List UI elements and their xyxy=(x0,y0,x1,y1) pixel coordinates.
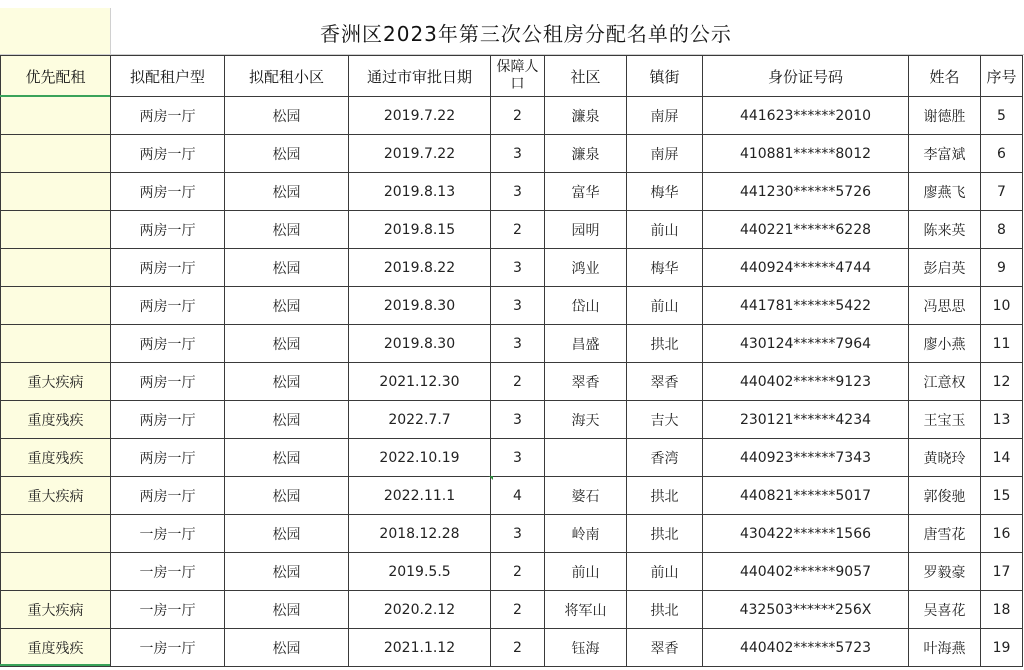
header-street[interactable]: 镇街 xyxy=(627,56,703,97)
cell-street[interactable]: 梅华 xyxy=(627,249,703,287)
cell-name[interactable]: 吴喜花 xyxy=(909,591,981,629)
cell-community[interactable]: 钰海 xyxy=(545,629,627,667)
cell-priority[interactable] xyxy=(1,211,111,249)
cell-id-number[interactable]: 440402******9057 xyxy=(703,553,909,591)
error-indicator-icon xyxy=(489,476,493,480)
table-row xyxy=(1,325,1023,363)
cell-approval-date[interactable]: 2019.8.22 xyxy=(349,249,491,287)
cell-priority[interactable]: 重大疾病 xyxy=(1,363,111,401)
cell-community[interactable] xyxy=(545,439,627,477)
cell-unit-type[interactable]: 两房一厅 xyxy=(111,401,225,439)
header-index[interactable]: 序号 xyxy=(981,56,1023,97)
header-unit-type[interactable]: 拟配租户型 xyxy=(111,56,225,97)
cell-name[interactable]: 罗毅豪 xyxy=(909,553,981,591)
cell-estate[interactable]: 松园 xyxy=(225,97,349,135)
cell-unit-type[interactable]: 两房一厅 xyxy=(111,135,225,173)
cell-approval-date[interactable]: 2019.5.5 xyxy=(349,553,491,591)
cell-index[interactable]: 14 xyxy=(981,439,1023,477)
cell-id-number[interactable]: 440923******7343 xyxy=(703,439,909,477)
cell-priority[interactable]: 重大疾病 xyxy=(1,477,111,515)
cell-approval-date[interactable]: 2021.12.30 xyxy=(349,363,491,401)
cell-community[interactable]: 富华 xyxy=(545,173,627,211)
table-body xyxy=(1,97,1023,667)
cell-id-number[interactable]: 410881******8012 xyxy=(703,135,909,173)
cell-id-number[interactable]: 430422******1566 xyxy=(703,515,909,553)
cell-priority[interactable] xyxy=(1,135,111,173)
cell-estate[interactable]: 松园 xyxy=(225,287,349,325)
cell-street[interactable]: 翠香 xyxy=(627,363,703,401)
table-row xyxy=(1,211,1023,249)
table-row xyxy=(1,173,1023,211)
cell-community[interactable]: 翠香 xyxy=(545,363,627,401)
cell-unit-type[interactable]: 两房一厅 xyxy=(111,477,225,515)
table-row xyxy=(1,287,1023,325)
cell-unit-type[interactable]: 两房一厅 xyxy=(111,97,225,135)
cell-priority[interactable] xyxy=(1,97,111,135)
cell-index[interactable]: 13 xyxy=(981,401,1023,439)
table-row xyxy=(1,249,1023,287)
cell-estate[interactable]: 松园 xyxy=(225,629,349,667)
cell-id-number[interactable]: 441781******5422 xyxy=(703,287,909,325)
cell-unit-type[interactable]: 两房一厅 xyxy=(111,173,225,211)
cell-approval-date[interactable]: 2022.10.19 xyxy=(349,439,491,477)
cell-household[interactable]: 2 xyxy=(491,363,545,401)
cell-priority[interactable] xyxy=(1,249,111,287)
cell-approval-date[interactable]: 2019.8.30 xyxy=(349,287,491,325)
cell-street[interactable]: 前山 xyxy=(627,287,703,325)
cell-community[interactable]: 婆石 xyxy=(545,477,627,515)
table-row xyxy=(1,401,1023,439)
cell-household[interactable]: 3 xyxy=(491,135,545,173)
cell-approval-date[interactable]: 2021.1.12 xyxy=(349,629,491,667)
cell-id-number[interactable]: 430124******7964 xyxy=(703,325,909,363)
cell-estate[interactable]: 松园 xyxy=(225,515,349,553)
cell-index[interactable]: 11 xyxy=(981,325,1023,363)
title-row[interactable] xyxy=(0,8,1024,55)
table-row xyxy=(1,553,1023,591)
cell-id-number[interactable]: 440402******5723 xyxy=(703,629,909,667)
cell-approval-date[interactable]: 2019.8.30 xyxy=(349,325,491,363)
header-estate[interactable]: 拟配租小区 xyxy=(225,56,349,97)
cell-index[interactable]: 5 xyxy=(981,97,1023,135)
cell-priority[interactable] xyxy=(1,287,111,325)
cell-street[interactable]: 南屏 xyxy=(627,97,703,135)
title-priority-cell[interactable] xyxy=(0,8,111,54)
cell-community[interactable]: 园明 xyxy=(545,211,627,249)
cell-id-number[interactable]: 440924******4744 xyxy=(703,249,909,287)
cell-street[interactable]: 前山 xyxy=(627,211,703,249)
cell-index[interactable]: 16 xyxy=(981,515,1023,553)
table-row xyxy=(1,363,1023,401)
header-id-number[interactable]: 身份证号码 xyxy=(703,56,909,97)
cell-community[interactable]: 昌盛 xyxy=(545,325,627,363)
cell-household[interactable]: 3 xyxy=(491,173,545,211)
cell-estate[interactable]: 松园 xyxy=(225,553,349,591)
cell-name[interactable]: 王宝玉 xyxy=(909,401,981,439)
cell-unit-type[interactable]: 一房一厅 xyxy=(111,629,225,667)
cell-name[interactable]: 彭启英 xyxy=(909,249,981,287)
cell-index[interactable]: 9 xyxy=(981,249,1023,287)
cell-index[interactable]: 19 xyxy=(981,629,1023,667)
header-community[interactable]: 社区 xyxy=(545,56,627,97)
cell-name[interactable]: 李富斌 xyxy=(909,135,981,173)
cell-community[interactable]: 海天 xyxy=(545,401,627,439)
cell-estate[interactable]: 松园 xyxy=(225,325,349,363)
cell-priority[interactable]: 重度残疾 xyxy=(1,629,111,667)
cell-community[interactable]: 岱山 xyxy=(545,287,627,325)
cell-household[interactable]: 3 xyxy=(491,249,545,287)
cell-name[interactable]: 谢德胜 xyxy=(909,97,981,135)
cell-household[interactable]: 4 xyxy=(491,477,545,515)
cell-street[interactable]: 拱北 xyxy=(627,477,703,515)
table-row xyxy=(1,97,1023,135)
cell-street[interactable]: 拱北 xyxy=(627,515,703,553)
cell-household[interactable]: 2 xyxy=(491,211,545,249)
cell-household[interactable]: 3 xyxy=(491,439,545,477)
cell-estate[interactable]: 松园 xyxy=(225,401,349,439)
cell-street[interactable]: 吉大 xyxy=(627,401,703,439)
cell-id-number[interactable]: 440221******6228 xyxy=(703,211,909,249)
cell-street[interactable]: 前山 xyxy=(627,553,703,591)
cell-street[interactable]: 梅华 xyxy=(627,173,703,211)
cell-household[interactable]: 2 xyxy=(491,629,545,667)
cell-household[interactable]: 3 xyxy=(491,515,545,553)
cell-unit-type[interactable]: 两房一厅 xyxy=(111,363,225,401)
cell-approval-date[interactable]: 2020.2.12 xyxy=(349,591,491,629)
table-row xyxy=(1,591,1023,629)
cell-estate[interactable]: 松园 xyxy=(225,135,349,173)
cell-name[interactable]: 黄晓玲 xyxy=(909,439,981,477)
cell-id-number[interactable]: 441230******5726 xyxy=(703,173,909,211)
cell-community[interactable]: 濂泉 xyxy=(545,135,627,173)
cell-index[interactable]: 15 xyxy=(981,477,1023,515)
cell-name[interactable]: 郭俊驰 xyxy=(909,477,981,515)
cell-approval-date[interactable]: 2019.7.22 xyxy=(349,135,491,173)
cell-name[interactable]: 江意权 xyxy=(909,363,981,401)
cell-index[interactable]: 18 xyxy=(981,591,1023,629)
cell-index[interactable]: 17 xyxy=(981,553,1023,591)
cell-priority[interactable] xyxy=(1,553,111,591)
cell-priority[interactable]: 重大疾病 xyxy=(1,591,111,629)
cell-estate[interactable]: 松园 xyxy=(225,477,349,515)
cell-estate[interactable]: 松园 xyxy=(225,173,349,211)
cell-approval-date[interactable]: 2018.12.28 xyxy=(349,515,491,553)
cell-name[interactable]: 陈来英 xyxy=(909,211,981,249)
cell-estate[interactable]: 松园 xyxy=(225,363,349,401)
cell-id-number[interactable]: 432503******256X xyxy=(703,591,909,629)
cell-community[interactable]: 岭南 xyxy=(545,515,627,553)
cell-unit-type[interactable]: 两房一厅 xyxy=(111,287,225,325)
cell-index[interactable]: 10 xyxy=(981,287,1023,325)
cell-estate[interactable]: 松园 xyxy=(225,591,349,629)
header-name[interactable]: 姓名 xyxy=(909,56,981,97)
cell-street[interactable]: 南屏 xyxy=(627,135,703,173)
cell-unit-type[interactable]: 一房一厅 xyxy=(111,515,225,553)
cell-household[interactable]: 2 xyxy=(491,591,545,629)
cell-street[interactable]: 拱北 xyxy=(627,591,703,629)
cell-household[interactable]: 2 xyxy=(491,553,545,591)
header-row xyxy=(1,56,1023,97)
cell-household[interactable]: 2 xyxy=(491,97,545,135)
cell-approval-date[interactable]: 2019.8.15 xyxy=(349,211,491,249)
header-priority[interactable]: 优先配租 xyxy=(1,56,111,97)
cell-street[interactable]: 香湾 xyxy=(627,439,703,477)
cell-id-number[interactable]: 440821******5017 xyxy=(703,477,909,515)
cell-unit-type[interactable]: 两房一厅 xyxy=(111,249,225,287)
cell-index[interactable]: 6 xyxy=(981,135,1023,173)
header-approval-date[interactable]: 通过市审批日期 xyxy=(349,56,491,97)
cell-name[interactable]: 廖小燕 xyxy=(909,325,981,363)
cell-priority[interactable]: 重度残疾 xyxy=(1,439,111,477)
table-row xyxy=(1,135,1023,173)
cell-community[interactable]: 濂泉 xyxy=(545,97,627,135)
cell-approval-date[interactable]: 2019.8.13 xyxy=(349,173,491,211)
cell-name[interactable]: 叶海燕 xyxy=(909,629,981,667)
cell-estate[interactable]: 松园 xyxy=(225,249,349,287)
cell-priority[interactable] xyxy=(1,173,111,211)
cell-unit-type[interactable]: 两房一厅 xyxy=(111,325,225,363)
table-row xyxy=(1,629,1023,667)
cell-index[interactable]: 7 xyxy=(981,173,1023,211)
cell-household[interactable]: 3 xyxy=(491,401,545,439)
table-row xyxy=(1,515,1023,553)
cell-community[interactable]: 将军山 xyxy=(545,591,627,629)
cell-estate[interactable]: 松园 xyxy=(225,439,349,477)
selection-border-bottom xyxy=(0,664,110,666)
cell-id-number[interactable]: 441623******2010 xyxy=(703,97,909,135)
cell-id-number[interactable]: 230121******4234 xyxy=(703,401,909,439)
cell-community[interactable]: 鸿业 xyxy=(545,249,627,287)
cell-unit-type[interactable]: 两房一厅 xyxy=(111,211,225,249)
table-row xyxy=(1,439,1023,477)
header-household[interactable]: 保障人口 xyxy=(491,56,545,97)
cell-street[interactable]: 翠香 xyxy=(627,629,703,667)
cell-unit-type[interactable]: 一房一厅 xyxy=(111,553,225,591)
cell-approval-date[interactable]: 2022.7.7 xyxy=(349,401,491,439)
cell-name[interactable]: 唐雪花 xyxy=(909,515,981,553)
cell-unit-type[interactable]: 一房一厅 xyxy=(111,591,225,629)
cell-estate[interactable]: 松园 xyxy=(225,211,349,249)
cell-index[interactable]: 12 xyxy=(981,363,1023,401)
cell-street[interactable]: 拱北 xyxy=(627,325,703,363)
cell-priority[interactable] xyxy=(1,515,111,553)
cell-household[interactable]: 3 xyxy=(491,325,545,363)
cell-unit-type[interactable]: 两房一厅 xyxy=(111,439,225,477)
cell-id-number[interactable]: 440402******9123 xyxy=(703,363,909,401)
allocation-table xyxy=(0,55,1023,667)
sheet-title: 香洲区2023年第三次公租房分配名单的公示 xyxy=(320,22,732,46)
cell-approval-date[interactable]: 2019.7.22 xyxy=(349,97,491,135)
cell-index[interactable]: 8 xyxy=(981,211,1023,249)
cell-community[interactable]: 前山 xyxy=(545,553,627,591)
cell-household[interactable]: 3 xyxy=(491,287,545,325)
cell-priority[interactable]: 重度残疾 xyxy=(1,401,111,439)
cell-name[interactable]: 廖燕飞 xyxy=(909,173,981,211)
cell-priority[interactable] xyxy=(1,325,111,363)
selection-border-top xyxy=(0,95,110,97)
cell-name[interactable]: 冯思思 xyxy=(909,287,981,325)
cell-approval-date[interactable]: 2022.11.1 xyxy=(349,477,491,515)
table-row xyxy=(1,477,1023,515)
